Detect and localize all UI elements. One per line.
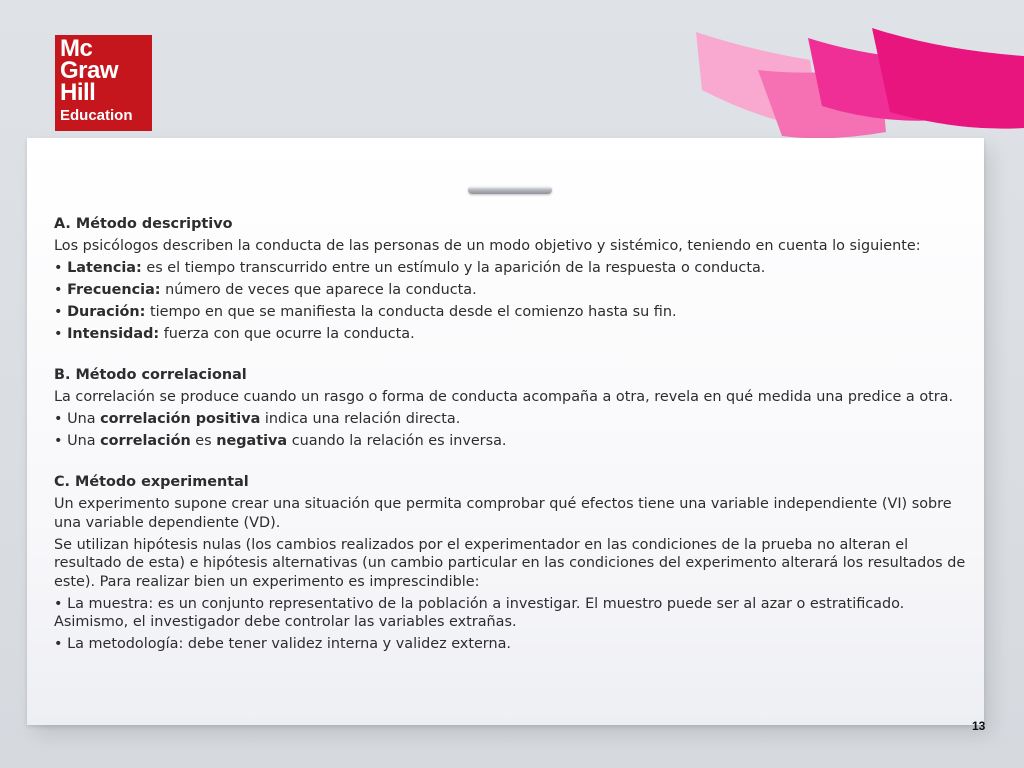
definition: es el tiempo transcurrido entre un estímulo y la aparición de la respuesta o conducta. (141, 260, 766, 276)
bullet: • (54, 260, 68, 276)
section-c-item-metodologia: • La metodología: debe tener validez interna y validez externa. (54, 636, 511, 652)
decorative-pink-ribbons (690, 20, 1024, 150)
section-a-heading: A. Método descriptivo (54, 216, 233, 232)
section-a-item-latencia (54, 259, 974, 278)
definition: número de veces que aparece la conducta. (160, 282, 477, 298)
term: correlación (100, 433, 191, 449)
prefix: • Una (54, 433, 101, 449)
term: Latencia: (67, 260, 142, 276)
term: negativa (216, 433, 288, 449)
middle: es (190, 433, 217, 449)
section-spacer (54, 454, 974, 473)
logo-line-hill: Hill (60, 79, 96, 106)
term: correlación positiva (100, 411, 261, 427)
definition: fuerza con que ocurre la conducta. (159, 326, 415, 342)
term: Frecuencia: (67, 282, 161, 298)
page-number: 13 (972, 719, 986, 733)
mcgraw-hill-education-logo (55, 35, 152, 131)
prefix: • Una (54, 411, 101, 427)
section-spacer (54, 347, 974, 366)
section-a-item-intensidad (54, 325, 974, 344)
definition: tiempo en que se manifiesta la conducta desde el comienzo hasta su fin. (145, 304, 677, 320)
section-c-para1: Un experimento supone crear una situación que permita comprobar qué efectos tiene una variable independiente (VI) sobre una variable dependiente (VD). (54, 496, 952, 531)
section-a-item-frecuencia (54, 281, 974, 300)
suffix: indica una relación directa. (260, 411, 461, 427)
section-b-heading: B. Método correlacional (54, 367, 247, 383)
logo-line-education: Education (60, 107, 133, 124)
slide-content (54, 215, 974, 657)
logo-line-mc: Mc (60, 35, 93, 62)
section-b-intro: La correlación se produce cuando un rasgo o forma de conducta acompaña a otra, revela en qué medida una predice a otra. (54, 389, 954, 405)
section-a-intro: Los psicólogos describen la conducta de las personas de un modo objetivo y sistémico, teniendo en cuenta lo siguiente: (54, 238, 921, 254)
bullet: • (54, 304, 68, 320)
section-b-item-positiva (54, 410, 974, 429)
term: Duración: (67, 304, 146, 320)
section-c-heading: C. Método experimental (54, 474, 249, 490)
bullet: • (54, 326, 68, 342)
logo-line-graw: Graw (60, 57, 119, 84)
section-a-item-duracion (54, 303, 974, 322)
term: Intensidad: (67, 326, 160, 342)
section-c-para2: Se utilizan hipótesis nulas (los cambios realizados por el experimentador en las condiciones de la prueba no alteran el resultado de esta) e hipótesis alternativas (un cambio particular en las condiciones del experimento alterará los resultados de este). Para realizar bien un experimento es imprescindible: (54, 536, 966, 590)
suffix: cuando la relación es inversa. (287, 433, 507, 449)
section-c-item-muestra: • La muestra: es un conjunto representativo de la población a investigar. El muestro puede ser al azar o estratificado. Asimismo, el investigador debe controlar las variables extrañas. (54, 595, 905, 630)
bullet: • (54, 282, 68, 298)
card-handle (468, 186, 552, 194)
section-b-item-negativa (54, 432, 974, 451)
